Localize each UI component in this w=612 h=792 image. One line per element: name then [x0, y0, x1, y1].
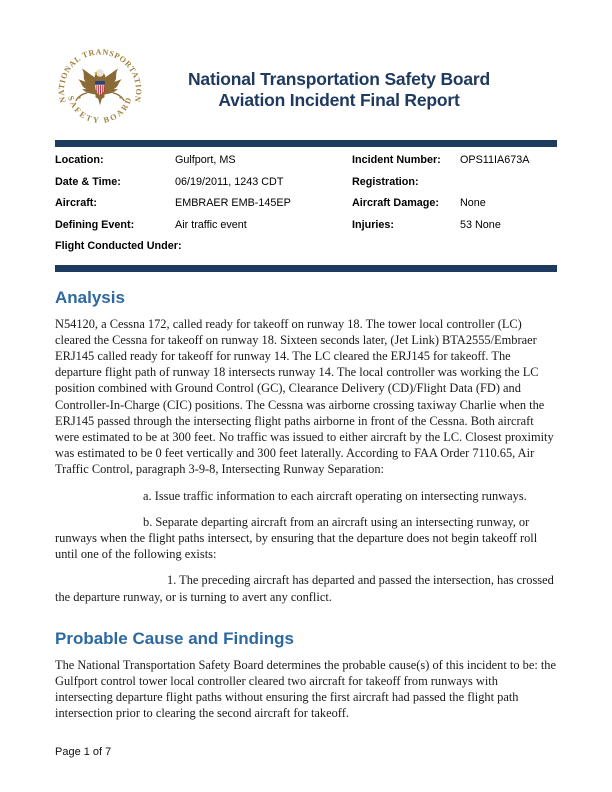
analysis-paragraph-item-a: a. Issue traffic information to each aircraft operating on intersecting runways.	[143, 488, 527, 503]
info-value-date-time: 06/19/2011, 1243 CDT	[175, 175, 284, 188]
report-content	[55, 44, 557, 722]
page-number: Page 1 of 7	[55, 746, 112, 758]
ntsb-seal-logo	[55, 45, 145, 135]
analysis-paragraph-main: N54120, a Cessna 172, called ready for takeoff on runway 18. The tower local controller (LC) cleared the Cessna for takeoff on runway 18. Sixteen seconds later, (Jet Link) BTA2555/Embraer ERJ145 called ready for takeoff for runway 14. The LC cleared the ERJ145 for takeoff. The departure flight path of runway 18 intersects runway 14. The local controller was working the LC position combined with Ground Control (GC), Clearance Delivery (CD)/Flight Data (FD) and Controller-In-Charge (CIC) positions. The Cessna was airborne crossing taxiway Charlie when the ERJ145 passed through the intersecting flight paths airborne in front of the Cessna. Both aircraft were estimated to be at 300 feet. No traffic was issued to either aircraft by the LC. Closest proximity was estimated to be 0 feet vertically and 300 feet laterally. According to FAA Order 7110.65, Air Traffic Control, paragraph 3-9-8, Intersecting Runway Separation:	[55, 316, 554, 477]
table-row	[55, 240, 557, 262]
info-label-defining-event: Defining Event:	[55, 218, 135, 231]
info-label-incident-number: Incident Number:	[352, 154, 441, 166]
info-value-aircraft-damage: None	[460, 197, 486, 209]
divider-bar-bottom	[55, 265, 557, 272]
table-row	[55, 197, 557, 219]
info-value-aircraft: EMBRAER EMB-145EP	[175, 197, 291, 209]
info-value-incident-number: OPS11IA673A	[460, 154, 530, 166]
report-header	[55, 44, 557, 136]
eagle-emblem	[76, 68, 125, 105]
info-label-injuries: Injuries:	[352, 218, 394, 231]
probable-cause-paragraph: The National Transportation Safety Board determines the probable cause(s) of this incident to be: the Gulfport control tower local controller cleared two aircraft for takeoff from runways with intersecting departure flight paths without ensuring the first aircraft had passed the flight path intersection prior to clearing the second aircraft for takeoff.	[55, 657, 557, 721]
info-value-defining-event: Air traffic event	[175, 218, 247, 231]
info-value-injuries: 53 None	[460, 218, 501, 231]
incident-info-table	[55, 154, 557, 262]
report-title-line1: National Transportation Safety Board	[187, 69, 490, 89]
info-label-flight-conducted-under: Flight Conducted Under:	[55, 240, 182, 252]
analysis-paragraph-item-1: 1. The preceding aircraft has departed and passed the intersection, has crossed the departure runway, or is turning to avert any conflict.	[55, 573, 554, 604]
report-title-line2: Aviation Incident Final Report	[218, 90, 460, 110]
info-label-location: Location:	[55, 154, 104, 166]
probable-cause-heading: Probable Cause and Findings	[55, 628, 294, 648]
report-title	[145, 69, 557, 111]
analysis-paragraph-item-b: b. Separate departing aircraft from an aircraft using an intersecting runway, or runways when the flight paths intersect, by ensuring that the departure does not begin takeoff roll until one of the following exists:	[55, 514, 538, 562]
seal-bottom-text: SAFETY BOARD	[66, 94, 134, 126]
info-value-location: Gulfport, MS	[175, 154, 236, 166]
table-row	[55, 176, 557, 198]
analysis-heading: Analysis	[55, 287, 125, 307]
info-label-registration: Registration:	[352, 175, 419, 188]
info-label-aircraft: Aircraft:	[55, 197, 97, 209]
seal-top-text: NATIONAL TRANSPORTATION	[56, 47, 144, 104]
divider-bar-top	[55, 140, 557, 147]
table-row	[55, 219, 557, 241]
info-label-date-time: Date & Time:	[55, 175, 121, 188]
info-label-aircraft-damage: Aircraft Damage:	[352, 197, 440, 209]
table-row	[55, 154, 557, 176]
